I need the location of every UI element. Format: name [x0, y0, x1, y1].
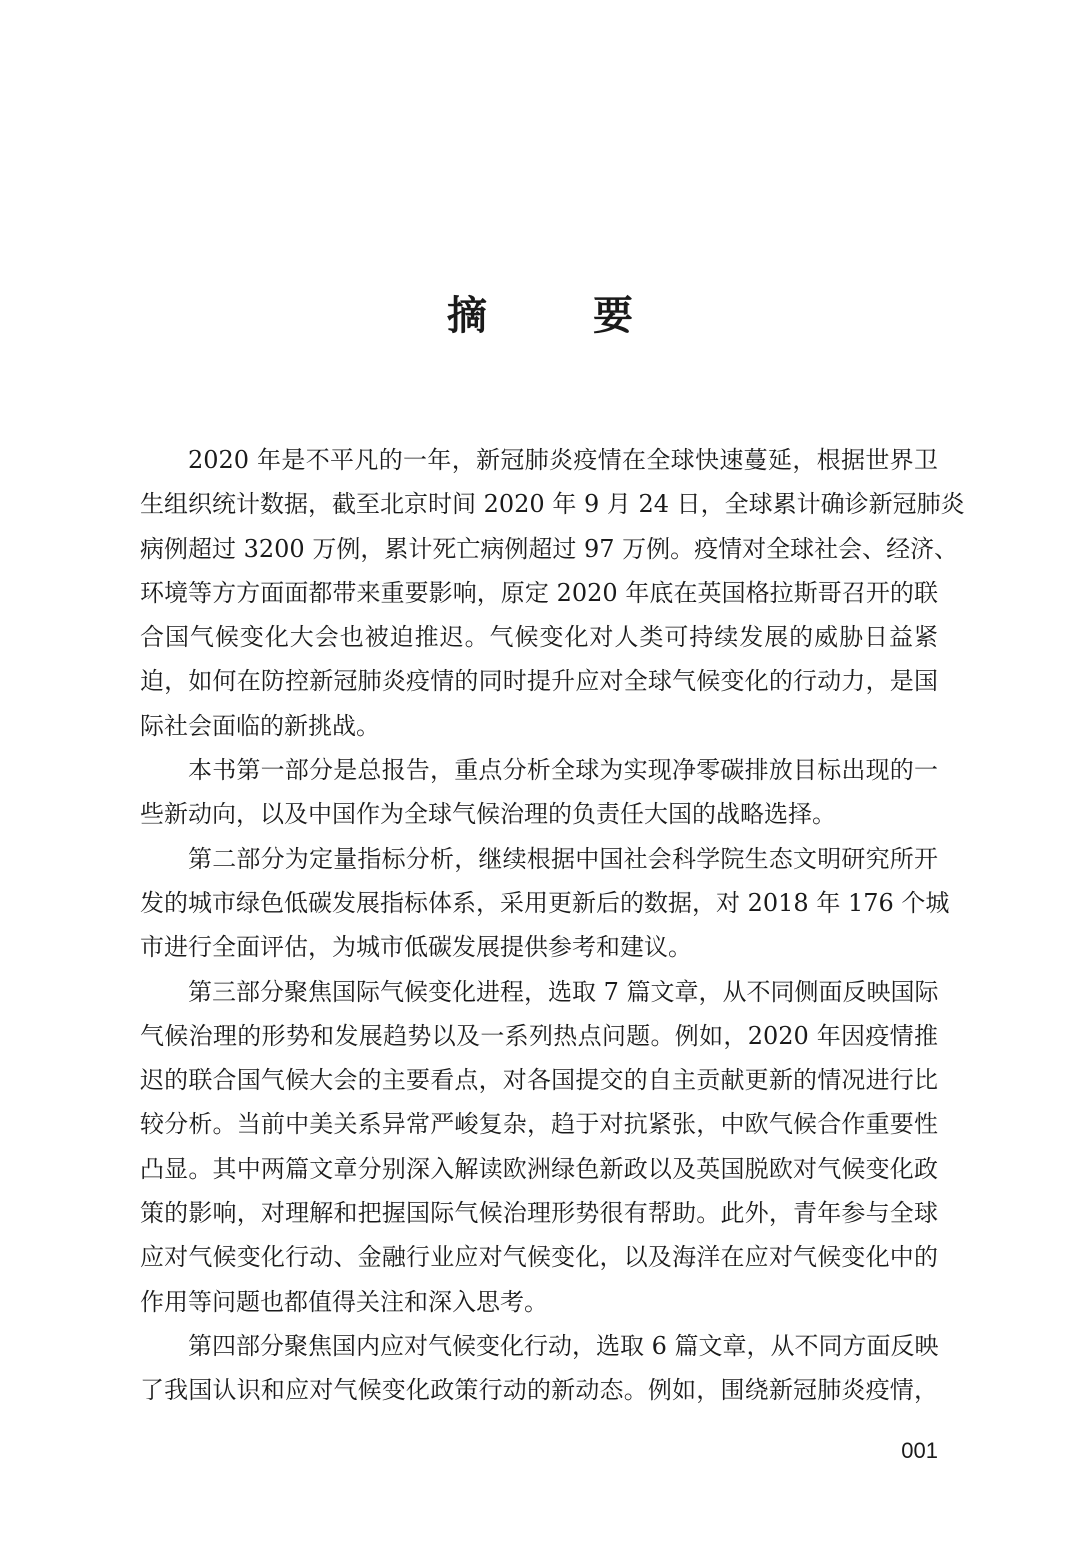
text-line: 较分析。当前中美关系异常严峻复杂，趋于对抗紧张，中欧气候合作重要性	[140, 1110, 938, 1139]
text-line: 气候治理的形势和发展趋势以及一系列热点问题。例如，2020 年因疫情推	[140, 1021, 938, 1050]
body-text	[140, 438, 965, 1413]
text-line: 第四部分聚焦国内应对气候变化行动，选取 6 篇文章，从不同方面反映	[188, 1331, 939, 1360]
page-title: 摘 要	[447, 292, 679, 339]
paragraph	[140, 837, 950, 970]
text-line: 迫，如何在防控新冠肺炎疫情的同时提升应对全球气候变化的行动力，是国	[140, 667, 938, 696]
paragraph	[140, 1324, 938, 1413]
text-line: 发的城市绿色低碳发展指标体系，采用更新后的数据，对 2018 年 176 个城	[140, 888, 950, 917]
paragraph	[140, 970, 938, 1324]
text-line: 际社会面临的新挑战。	[140, 711, 380, 740]
text-line: 些新动向，以及中国作为全球气候治理的负责任大国的战略选择。	[140, 800, 836, 829]
paragraph	[140, 748, 938, 837]
text-line: 应对气候变化行动、金融行业应对气候变化，以及海洋在应对气候变化中的	[140, 1243, 938, 1272]
text-line: 凸显。其中两篇文章分别深入解读欧洲绿色新政以及英国脱欧对气候变化政	[140, 1154, 938, 1183]
paragraph	[140, 438, 965, 748]
text-line: 2020 年是不平凡的一年，新冠肺炎疫情在全球快速蔓延，根据世界卫	[188, 446, 938, 474]
text-line: 病例超过 3200 万例，累计死亡病例超过 97 万例。疫情对全球社会、经济、	[140, 534, 959, 563]
text-line: 第三部分聚焦国际气候变化进程，选取 7 篇文章，从不同侧面反映国际	[188, 977, 939, 1006]
text-line: 环境等方方面面都带来重要影响，原定 2020 年底在英国格拉斯哥召开的联	[140, 578, 938, 607]
text-line: 本书第一部分是总报告，重点分析全球为实现净零碳排放目标出现的一	[188, 756, 938, 785]
text-line: 策的影响，对理解和把握国际气候治理形势很有帮助。此外，青年参与全球	[140, 1199, 938, 1228]
text-line: 第二部分为定量指标分析，继续根据中国社会科学院生态文明研究所开	[188, 844, 938, 873]
text-line: 生组织统计数据，截至北京时间 2020 年 9 月 24 日，全球累计确诊新冠肺炎	[140, 490, 965, 519]
text-line: 作用等问题也都值得关注和深入思考。	[140, 1287, 548, 1316]
text-line: 迟的联合国气候大会的主要看点，对各国提交的自主贡献更新的情况进行比	[140, 1066, 938, 1095]
text-line: 合国气候变化大会也被迫推迟。气候变化对人类可持续发展的威胁日益紧	[140, 623, 938, 652]
text-line: 了我国认识和应对气候变化政策行动的新动态。例如，围绕新冠肺炎疫情，	[140, 1376, 938, 1405]
page-number: 001	[901, 1438, 938, 1463]
text-line: 市进行全面评估，为城市低碳发展提供参考和建议。	[140, 933, 692, 962]
